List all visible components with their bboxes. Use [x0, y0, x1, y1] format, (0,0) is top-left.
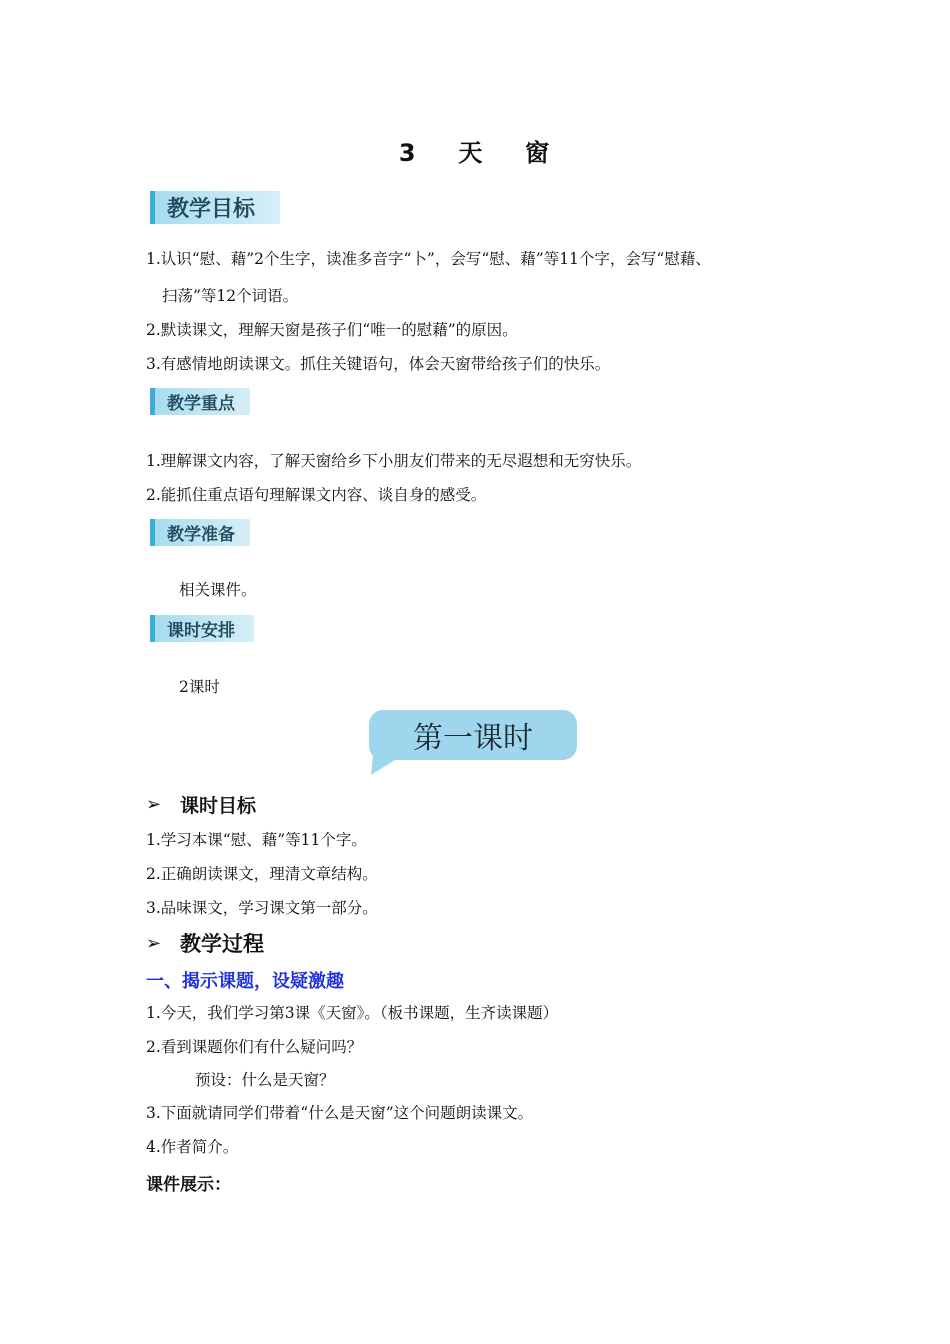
section-heading-1: 一、揭示课题，设疑激趣 — [146, 971, 344, 992]
process-item-1: 1.今天，我们学习第3课《天窗》。（板书课题，生齐读课题） — [146, 1004, 559, 1022]
arrow-bullet-icon: ➢ — [146, 932, 162, 954]
process-item-4: 4.作者简介。 — [146, 1138, 239, 1156]
heading-teaching-process — [146, 928, 264, 958]
lesson-goal-item-1: 1.学习本课“慰、藉”等11个字。 — [146, 831, 367, 849]
lesson-goal-item-2: 2.正确朗读课文，理清文章结构。 — [146, 865, 378, 883]
process-item-preset: 预设：什么是天窗？ — [195, 1071, 335, 1089]
speech-bubble-tail-icon — [369, 755, 409, 777]
key-point-item-1: 1.理解课文内容，了解天窗给乡下小朋友们带来的无尽遐想和无穷快乐。 — [146, 452, 642, 470]
preparation-text: 相关课件。 — [179, 581, 257, 599]
title-word-1: 天 — [458, 139, 485, 167]
goal-item-2: 2.默读课文，理解天窗是孩子们“唯一的慰藉”的原因。 — [146, 321, 518, 339]
schedule-text: 2课时 — [179, 678, 220, 696]
heading-teaching-goals: 教学目标 — [150, 191, 280, 224]
key-point-item-2: 2.能抓住重点语句理解课文内容、谈自身的感受。 — [146, 486, 487, 504]
lesson-banner: 第一课时 — [369, 710, 577, 760]
page-title — [0, 133, 950, 168]
goal-item-3: 3.有感情地朗读课文。抓住关键语句，体会天窗带给孩子们的快乐。 — [146, 355, 611, 373]
goal-item-1-cont: 扫荡”等12个词语。 — [162, 287, 299, 305]
process-item-3: 3.下面就请同学们带着“什么是天窗”这个问题朗读课文。 — [146, 1104, 534, 1122]
process-item-2: 2.看到课题你们有什么疑问吗？ — [146, 1038, 363, 1056]
heading-preparation: 教学准备 — [150, 519, 250, 546]
lesson-goal-item-3: 3.品味课文，学习课文第一部分。 — [146, 899, 378, 917]
teaching-process-label: 教学过程 — [180, 932, 264, 956]
arrow-bullet-icon: ➢ — [146, 794, 162, 815]
goal-item-1: 1.认识“慰、藉”2个生字，读准多音字“卜”，会写“慰、藉”等11个字，会写“慰藉、 — [146, 250, 711, 268]
heading-schedule: 课时安排 — [150, 615, 254, 642]
title-number: 3 — [398, 139, 418, 167]
heading-key-points: 教学重点 — [150, 388, 250, 415]
title-word-2: 窗 — [525, 139, 552, 167]
heading-lesson-goals — [146, 791, 256, 818]
lesson-goals-label: 课时目标 — [180, 795, 257, 817]
courseware-label: 课件展示： — [146, 1175, 231, 1195]
